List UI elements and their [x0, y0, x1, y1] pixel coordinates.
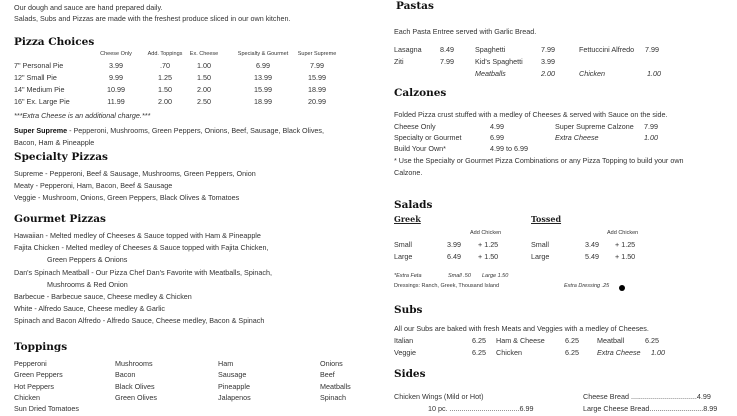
topping-item: Meatballs — [320, 381, 351, 391]
salad-cell: Large — [531, 252, 550, 261]
topping-item: Bacon — [115, 370, 136, 380]
pizza-price: 1.50 — [158, 85, 172, 94]
pizza-price: 11.99 — [107, 97, 125, 106]
salad-cell: Small — [394, 240, 412, 249]
toppings-heading: Toppings — [14, 341, 68, 353]
specialty-item: Supreme - Pepperoni, Beef & Sausage, Mushrooms, Green Peppers, Onion — [14, 169, 256, 178]
pasta-price: 7.99 — [541, 45, 555, 54]
pizza-price: 20.99 — [308, 97, 326, 106]
intro-line: Our dough and sauce are hand prepared daily. — [14, 3, 163, 12]
sub-name: Veggie — [394, 348, 416, 357]
calzone-name: Extra Cheese — [555, 133, 599, 142]
topping-item: Sausage — [218, 370, 247, 380]
pasta-price: 3.99 — [541, 57, 555, 66]
gourmet-heading: Gourmet Pizzas — [14, 213, 106, 225]
extra-feta: *Extra Feta — [394, 273, 422, 279]
pizza-price: 13.99 — [254, 73, 272, 82]
gourmet-item: Green Peppers & Onions — [47, 255, 128, 264]
side-item: 10 pc. ...................................6.99 — [428, 404, 534, 413]
pizza-choices-heading: Pizza Choices — [14, 36, 95, 48]
dressings: Dressings: Ranch, Greek, Thousand Island — [394, 283, 500, 289]
sub-name: Ham & Cheese — [496, 336, 545, 345]
col-header: Ex. Cheese — [189, 51, 219, 57]
calzone-name: Build Your Own* — [394, 144, 446, 153]
pasta-name: Fettuccini Alfredo — [579, 45, 635, 54]
sub-price: 6.25 — [472, 336, 486, 345]
sub-price: 6.25 — [565, 348, 579, 357]
calzone-desc: Folded Pizza crust stuffed with a medley of Cheeses & served with Sauce on the side. — [394, 110, 668, 119]
pizza-size: 16" Ex. Large Pie — [14, 97, 70, 106]
specialty-heading: Specialty Pizzas — [14, 151, 108, 163]
subs-desc: All our Subs are baked with fresh Meats and Veggies with a medley of Cheeses. — [394, 324, 649, 333]
calzone-price: 4.99 — [490, 122, 504, 131]
salad-cell: 3.49 — [585, 240, 599, 249]
pizza-price: 6.99 — [256, 61, 270, 70]
calzone-price: 7.99 — [644, 122, 658, 131]
gourmet-item: Spinach and Bacon Alfredo - Alfredo Sauce, Cheese medley, Bacon & Spinach — [14, 316, 265, 325]
gourmet-item: Hawaiian - Melted medley of Cheeses & Sauce topped with Ham & Pineapple — [14, 231, 261, 240]
salad-cell: Small — [531, 240, 549, 249]
sub-name: Extra Cheese — [597, 348, 641, 357]
topping-item: Ham — [218, 359, 234, 368]
specialty-item: Veggie - Mushroom, Onions, Green Peppers, Black Olives & Tomatoes — [14, 193, 240, 202]
gourmet-item: White - Alfredo Sauce, Cheese medley & Garlic — [14, 304, 166, 313]
pizza-price: 3.99 — [109, 61, 123, 70]
topping-item: Green Olives — [115, 392, 157, 402]
calzones-heading: Calzones — [394, 87, 447, 99]
pizza-price: 1.25 — [158, 73, 172, 82]
gourmet-item: Dan's Spinach Meatball - Our Pizza Chef Dan's Favorite with Meatballs, Spinach, — [14, 268, 273, 277]
cursor-dot — [619, 285, 625, 291]
pizza-price: 1.00 — [197, 61, 211, 70]
calzone-price: 6.99 — [490, 133, 504, 142]
add-chicken-label: Add Chicken — [470, 230, 502, 236]
col-header: Super Supreme — [297, 51, 337, 57]
pizza-price: 2.00 — [158, 97, 172, 106]
intro-line: Salads, Subs and Pizzas are made with the freshest produce sliced in our own kitchen. — [14, 14, 291, 23]
pasta-extra: Meatballs — [475, 69, 506, 78]
gourmet-item: Barbecue - Barbecue sauce, Cheese medley & Chicken — [14, 292, 192, 301]
pasta-price: 7.99 — [440, 57, 454, 66]
extra-dressing: Extra Dressing .25 — [564, 283, 610, 289]
pizza-size: 7" Personal Pie — [14, 61, 64, 70]
calzone-name: Super Supreme Calzone — [555, 122, 634, 131]
subs-heading: Subs — [394, 304, 423, 316]
side-item: Large Cheese Bread...........................8.99 — [583, 404, 718, 413]
col-header: Specialty & Gourmet — [237, 51, 289, 57]
pasta-name: Ziti — [394, 57, 404, 66]
extra-cheese-note: ***Extra Cheese is an additional charge.*** — [14, 111, 151, 120]
pizza-size: 12" Small Pie — [14, 73, 57, 82]
pasta-name: Kid's Spaghetti — [475, 57, 523, 66]
pizza-price: 18.99 — [254, 97, 272, 106]
calzone-note: * Use the Specialty or Gourmet Pizza Combinations or any Pizza Topping to build your own — [394, 156, 684, 165]
salads-heading: Salads — [394, 199, 433, 211]
gourmet-item: Mushrooms & Red Onion — [47, 280, 128, 289]
pasta-desc: Each Pasta Entree served with Garlic Bread. — [394, 27, 537, 36]
pizza-price: 1.50 — [197, 73, 211, 82]
pasta-extra-price: 1.00 — [647, 69, 661, 78]
col-header: Add. Toppings — [147, 51, 183, 57]
greek-heading: Greek — [394, 214, 421, 224]
topping-item: Spinach — [320, 392, 346, 402]
pasta-price: 7.99 — [645, 45, 659, 54]
pizza-price: 15.99 — [308, 73, 326, 82]
sub-price: 6.25 — [565, 336, 579, 345]
pasta-price: 8.49 — [440, 45, 454, 54]
sub-price: 6.25 — [472, 348, 486, 357]
pizza-price: 15.99 — [254, 85, 272, 94]
pastas-heading: Pastas — [396, 0, 434, 12]
col-header: Cheese Only — [100, 51, 132, 57]
topping-item: Sun Dried Tomatoes — [14, 404, 79, 414]
super-supreme-desc-2: Bacon, Ham & Pineapple — [14, 138, 95, 147]
tossed-heading: Tossed — [531, 214, 562, 224]
specialty-item: Meaty - Pepperoni, Ham, Bacon, Beef & Sausage — [14, 181, 173, 190]
pizza-price: 2.50 — [197, 97, 211, 106]
calzone-name: Specialty or Gourmet — [394, 133, 462, 142]
pasta-name: Spaghetti — [475, 45, 506, 54]
topping-item: Hot Peppers — [14, 381, 54, 391]
topping-item: Chicken — [14, 392, 40, 402]
salad-cell: + 1.25 — [615, 240, 636, 249]
salad-cell: + 1.50 — [615, 252, 636, 261]
sub-name: Meatball — [597, 336, 625, 345]
topping-item: Pineapple — [218, 381, 250, 391]
pizza-price: 2.00 — [197, 85, 211, 94]
sub-name: Chicken — [496, 348, 522, 357]
topping-item: Beef — [320, 370, 335, 380]
pasta-extra-price: 2.00 — [541, 69, 555, 78]
calzone-price: 4.99 to 6.99 — [490, 144, 528, 153]
topping-item: Jalapenos — [218, 392, 251, 402]
topping-item: Pepperoni — [14, 359, 47, 368]
salad-cell: 3.99 — [447, 240, 461, 249]
pizza-price: 9.99 — [109, 73, 123, 82]
topping-item: Green Peppers — [14, 370, 63, 380]
topping-item: Mushrooms — [115, 359, 153, 368]
salad-cell: Large — [394, 252, 413, 261]
pizza-price: .70 — [160, 61, 170, 70]
salad-cell: + 1.25 — [478, 240, 499, 249]
topping-item: Black Olives — [115, 381, 155, 391]
salad-cell: 6.49 — [447, 252, 461, 261]
gourmet-item: Fajita Chicken - Melted medley of Cheeses & Sauce topped with Fajita Chicken, — [14, 243, 269, 252]
salad-cell: + 1.50 — [478, 252, 499, 261]
feta-large: Large 1.50 — [482, 273, 509, 279]
pizza-price: 18.99 — [308, 85, 326, 94]
sub-price: 6.25 — [645, 336, 659, 345]
add-chicken-label: Add Chicken — [607, 230, 639, 236]
side-item: Cheese Bread .................................4.99 — [583, 392, 711, 401]
calzone-price: 1.00 — [644, 133, 658, 142]
feta-small: Small .50 — [448, 273, 471, 279]
sub-name: Italian — [394, 336, 414, 345]
salad-cell: 5.49 — [585, 252, 599, 261]
calzone-note: Calzone. — [394, 168, 423, 177]
pizza-size: 14" Medium Pie — [14, 85, 65, 94]
topping-item: Onions — [320, 359, 343, 368]
super-supreme-desc: Super Supreme - Pepperoni, Mushrooms, Green Peppers, Onions, Beef, Sausage, Black Olives, — [14, 126, 325, 135]
side-item: Chicken Wings (Mild or Hot) — [394, 392, 484, 401]
pasta-name: Lasagna — [394, 45, 422, 54]
calzone-name: Cheese Only — [394, 122, 436, 131]
sides-heading: Sides — [394, 368, 426, 380]
sub-price: 1.00 — [651, 348, 665, 357]
pizza-price: 10.99 — [107, 85, 125, 94]
pizza-price: 7.99 — [310, 61, 324, 70]
pasta-extra: Chicken — [579, 69, 605, 78]
